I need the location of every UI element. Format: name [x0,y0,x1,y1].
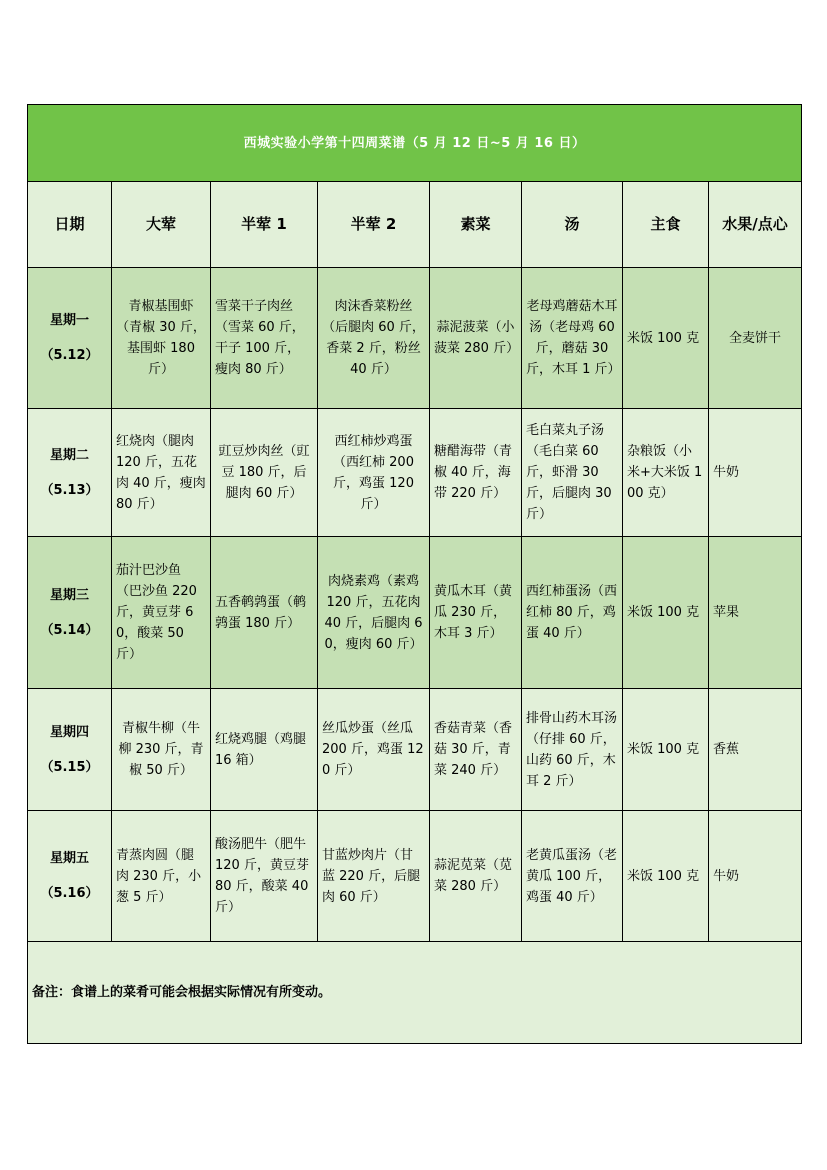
sucai-cell: 黄瓜木耳（黄瓜 230 斤，木耳 3 斤） [430,537,522,689]
dahun-cell: 红烧肉（腿肉 120 斤，五花肉 40 斤，瘦肉 80 斤） [112,409,211,537]
header-dahun: 大荤 [112,182,211,268]
tang-cell: 排骨山药木耳汤（仔排 60 斤，山药 60 斤，木耳 2 斤） [522,689,623,811]
menu-table [27,104,802,1044]
banhun2-cell: 甘蓝炒肉片（甘蓝 220 斤，后腿肉 60 斤） [318,811,430,942]
sucai-cell: 香菇青菜（香菇 30 斤，青菜 240 斤） [430,689,522,811]
day-date: （5.14） [40,622,99,638]
table-row-friday [28,811,802,942]
day-date: （5.12） [40,348,99,363]
fruit-cell: 全麦饼干 [709,268,802,409]
day-name: 星期一 [49,313,89,328]
zhushi-cell: 米饭 100 克 [623,811,709,942]
banhun2-cell: 西红柿炒鸡蛋（西红柿 200 斤，鸡蛋 120 斤） [318,409,430,537]
day-cell [28,689,112,811]
zhushi-cell: 米饭 100 克 [623,268,709,409]
zhushi-cell: 米饭 100 克 [623,689,709,811]
header-banhun2: 半荤 2 [318,182,430,268]
day-date: （5.15） [40,759,99,775]
table-row-wednesday [28,537,802,689]
header-banhun1: 半荤 1 [211,182,318,268]
header-row [28,182,802,268]
tang-cell: 老黄瓜蛋汤（老黄瓜 100 斤，鸡蛋 40 斤） [522,811,623,942]
header-date: 日期 [28,182,112,268]
tang-cell: 老母鸡蘑菇木耳汤（老母鸡 60 斤，蘑菇 30 斤，木耳 1 斤） [522,268,623,409]
banhun2-cell: 肉烧素鸡（素鸡 120 斤，五花肉 40 斤，后腿肉 60，瘦肉 60 斤） [318,537,430,689]
day-date: （5.16） [40,886,99,901]
day-cell [28,268,112,409]
header-sucai: 素菜 [430,182,522,268]
menu-note: 备注：食谱上的菜肴可能会根据实际情况有所变动。 [28,942,802,1044]
day-name: 星期二 [49,447,89,463]
dahun-cell: 青椒牛柳（牛柳 230 斤，青椒 50 斤） [112,689,211,811]
banhun1-cell: 酸汤肥牛（肥牛 120 斤，黄豆芽 80 斤，酸菜 40 斤） [211,811,318,942]
banhun2-cell: 肉沫香菜粉丝（后腿肉 60 斤，香菜 2 斤，粉丝 40 斤） [318,268,430,409]
day-name: 星期四 [49,724,89,740]
sucai-cell: 糖醋海带（青椒 40 斤，海带 220 斤） [430,409,522,537]
tang-cell: 西红柿蛋汤（西红柿 80 斤，鸡蛋 40 斤） [522,537,623,689]
banhun1-cell: 雪菜干子肉丝（雪菜 60 斤，干子 100 斤，瘦肉 80 斤） [211,268,318,409]
fruit-cell: 牛奶 [709,409,802,537]
fruit-cell: 苹果 [709,537,802,689]
banhun1-cell: 豇豆炒肉丝（豇豆 180 斤，后腿肉 60 斤） [211,409,318,537]
tang-cell: 毛白菜丸子汤（毛白菜 60 斤，虾滑 30 斤，后腿肉 30 斤） [522,409,623,537]
day-date: （5.13） [40,482,99,498]
banhun1-cell: 红烧鸡腿（鸡腿 16 箱） [211,689,318,811]
menu-title: 西城实验小学第十四周菜谱（5 月 12 日~5 月 16 日） [28,105,802,182]
header-fruit: 水果/点心 [709,182,802,268]
day-name: 星期五 [49,851,89,866]
day-name: 星期三 [49,587,89,603]
fruit-cell: 牛奶 [709,811,802,942]
day-cell [28,409,112,537]
day-cell [28,537,112,689]
banhun2-cell: 丝瓜炒蛋（丝瓜 200 斤，鸡蛋 120 斤） [318,689,430,811]
dahun-cell: 青椒基围虾（青椒 30 斤，基围虾 180 斤） [112,268,211,409]
day-cell [28,811,112,942]
sucai-cell: 蒜泥苋菜（苋菜 280 斤） [430,811,522,942]
banhun1-cell: 五香鹌鹑蛋（鹌鹑蛋 180 斤） [211,537,318,689]
table-row-thursday [28,689,802,811]
fruit-cell: 香蕉 [709,689,802,811]
header-tang: 汤 [522,182,623,268]
zhushi-cell: 米饭 100 克 [623,537,709,689]
table-row-tuesday [28,409,802,537]
dahun-cell: 青蒸肉圆（腿肉 230 斤，小葱 5 斤） [112,811,211,942]
table-row-monday [28,268,802,409]
dahun-cell: 茄汁巴沙鱼（巴沙鱼 220 斤，黄豆芽 60，酸菜 50 斤） [112,537,211,689]
sucai-cell: 蒜泥菠菜（小菠菜 280 斤） [430,268,522,409]
zhushi-cell: 杂粮饭（小米+大米饭 100 克） [623,409,709,537]
header-zhushi: 主食 [623,182,709,268]
